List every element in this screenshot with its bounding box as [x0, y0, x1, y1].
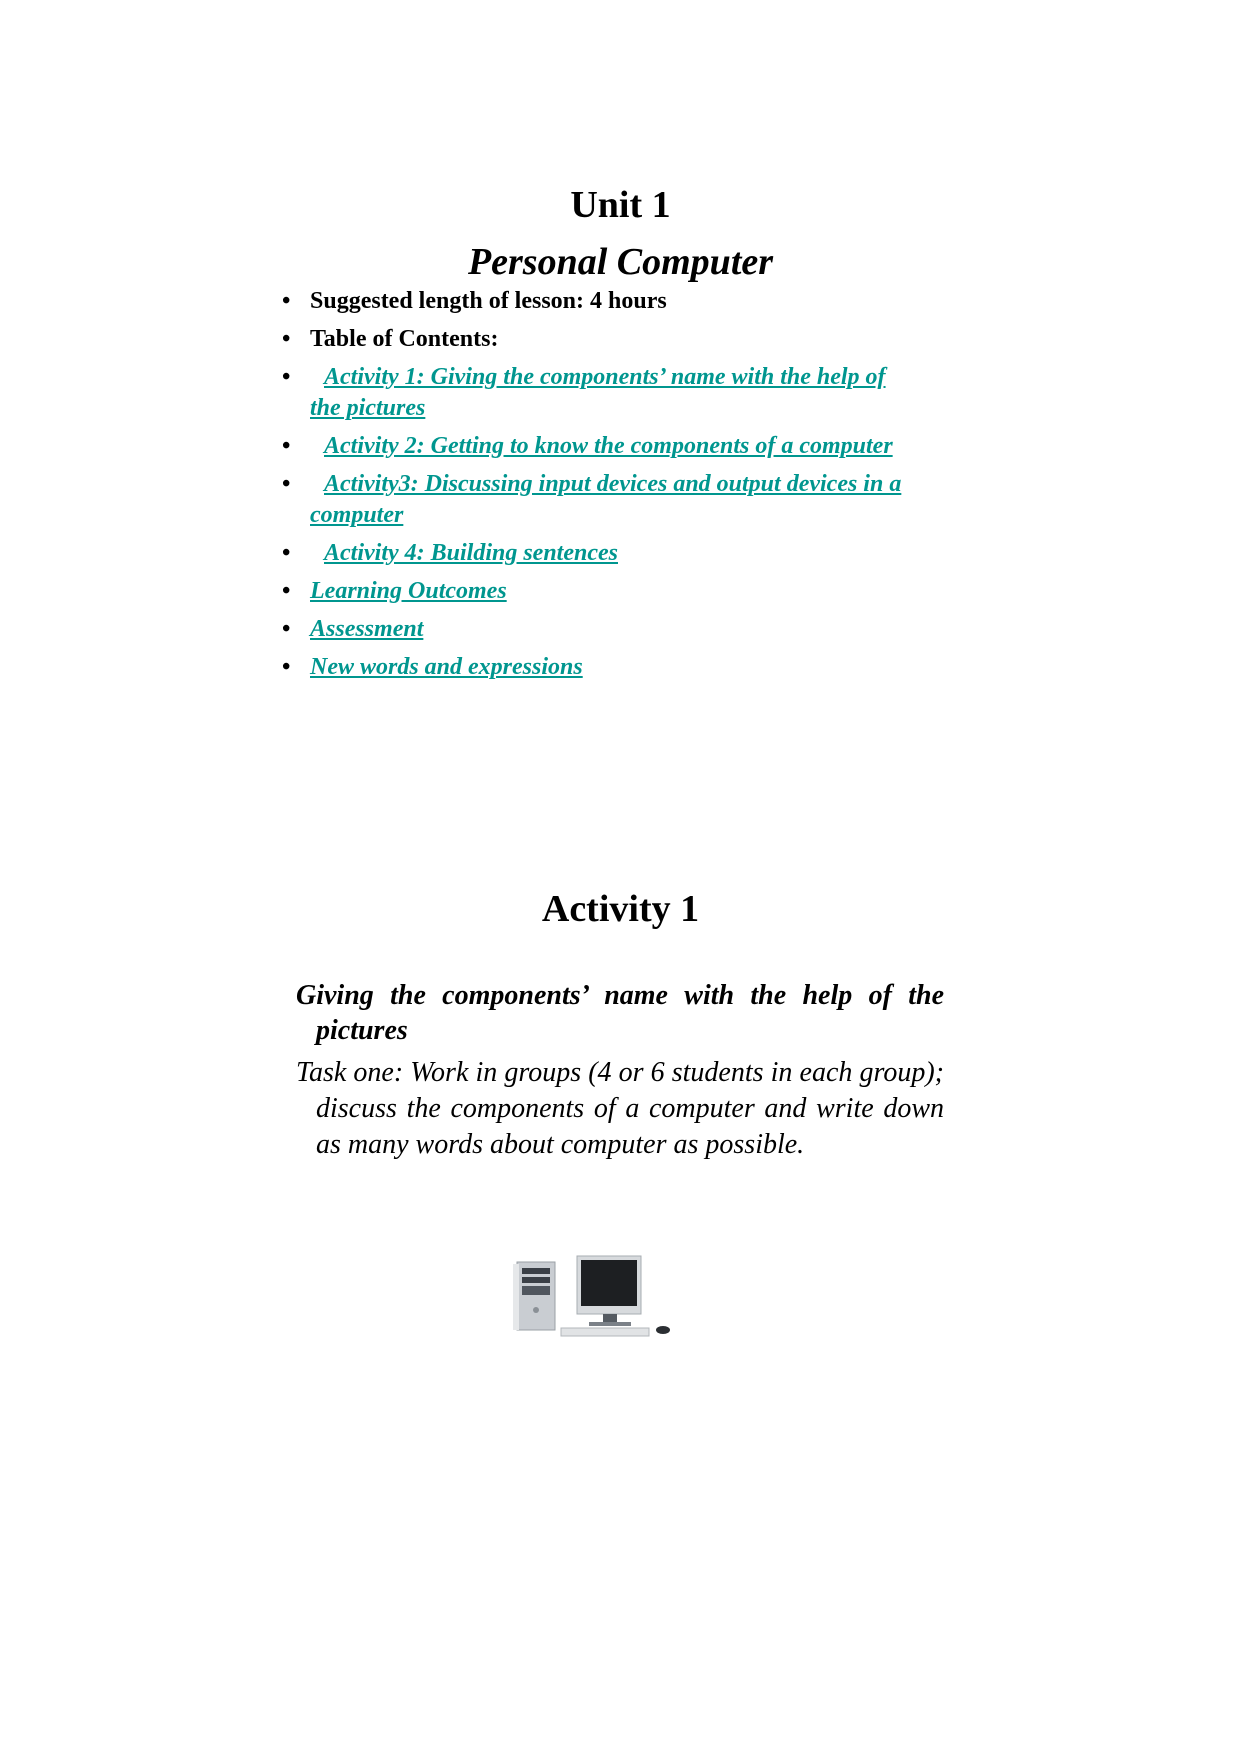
- drive-bay: [522, 1268, 550, 1274]
- activity-subtitle: Giving the components’ name with the help of the pictures: [296, 980, 944, 1046]
- mouse: [656, 1326, 670, 1334]
- monitor-stand: [589, 1322, 631, 1326]
- power-button: [533, 1307, 539, 1313]
- bullet-icon: •: [282, 471, 291, 497]
- toc-item-activity-4: [282, 538, 922, 569]
- link-activity-2[interactable]: Activity 2: Getting to know the components of a computer: [324, 433, 893, 459]
- toc-item-activity-1: [282, 362, 922, 424]
- desktop-computer-graphic: [505, 1250, 675, 1340]
- toc-item-heading: [282, 324, 922, 355]
- bullet-icon: •: [282, 654, 291, 680]
- toc-item-lesson-length: [282, 286, 922, 317]
- monitor-neck: [603, 1314, 617, 1322]
- bullet-icon: •: [282, 364, 291, 390]
- bullet-icon: •: [282, 288, 291, 314]
- bullet-icon: •: [282, 433, 291, 459]
- toc-item-learning-outcomes: [282, 576, 922, 607]
- link-new-words[interactable]: New words and expressions: [310, 654, 583, 680]
- link-learning-outcomes[interactable]: Learning Outcomes: [310, 578, 507, 604]
- toc-item-assessment: [282, 614, 922, 645]
- desktop-computer-icon: [505, 1250, 675, 1340]
- tower-side: [513, 1264, 519, 1330]
- table-of-contents: [282, 286, 922, 690]
- task-text: Task one: Work in groups (4 or 6 students in each group); discuss the components of a computer and write down as many words about computer as possible.: [296, 1057, 944, 1160]
- toc-item-new-words: [282, 652, 922, 683]
- link-activity-4[interactable]: Activity 4: Building sentences: [324, 540, 618, 566]
- bullet-icon: •: [282, 578, 291, 604]
- unit-title: Unit 1: [570, 184, 671, 226]
- monitor-screen: [581, 1260, 637, 1306]
- drive-bay: [522, 1286, 550, 1295]
- toc-heading: Table of Contents:: [310, 326, 499, 352]
- link-activity-3[interactable]: Activity3: Discussing input devices and output devices in a computer: [310, 471, 902, 528]
- lesson-length-text: Suggested length of lesson: 4 hours: [310, 288, 667, 314]
- drive-bay: [522, 1277, 550, 1283]
- keyboard: [561, 1328, 649, 1336]
- toc-item-activity-3: [282, 469, 922, 531]
- link-assessment[interactable]: Assessment: [310, 616, 424, 642]
- bullet-icon: •: [282, 616, 291, 642]
- link-activity-1[interactable]: Activity 1: Giving the components’ name with the help of the pictures: [310, 364, 886, 421]
- toc-item-activity-2: [282, 431, 922, 462]
- activity-title: Activity 1: [541, 888, 700, 930]
- bullet-icon: •: [282, 326, 291, 352]
- bullet-icon: •: [282, 540, 291, 566]
- unit-subtitle: Personal Computer: [467, 241, 774, 283]
